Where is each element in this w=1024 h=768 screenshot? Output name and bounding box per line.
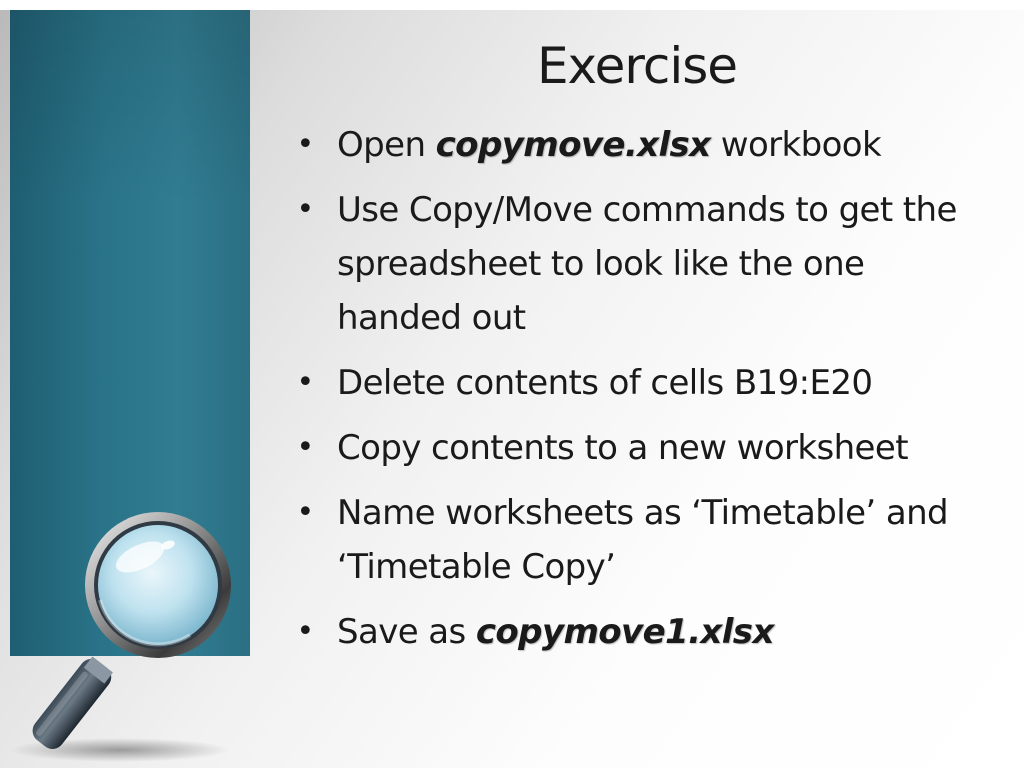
- bullet-item: [295, 183, 995, 345]
- bullet-text: Save as: [337, 612, 476, 652]
- bullet-emphasis-text: copymove1.xlsx: [475, 612, 774, 652]
- bullet-item: [295, 605, 995, 659]
- bullet-item: [295, 356, 995, 410]
- bullet-icon: •: [296, 192, 314, 227]
- bullet-text-tail: workbook: [710, 125, 882, 165]
- magnifying-glass-icon: [0, 505, 260, 768]
- bullet-text: Name worksheets as ‘Timetable’ and ‘Timetable Copy’: [337, 493, 949, 587]
- slide-top-border: [0, 0, 1024, 10]
- bullet-item: [295, 486, 995, 594]
- bullet-item: [295, 118, 995, 172]
- bullet-icon: •: [296, 495, 314, 530]
- bullet-icon: •: [296, 127, 314, 162]
- slide-title: Exercise: [536, 37, 738, 95]
- bullet-icon: •: [296, 614, 314, 649]
- bullet-icon: •: [296, 365, 314, 400]
- bullet-item: [295, 421, 995, 475]
- bullet-emphasis-text: copymove.xlsx: [435, 125, 711, 165]
- bullet-list: [295, 118, 995, 670]
- bullet-icon: •: [296, 430, 314, 465]
- bullet-text: Copy contents to a new worksheet: [337, 428, 908, 468]
- bullet-text: Open: [337, 125, 436, 165]
- bullet-text: Delete contents of cells B19:E20: [337, 363, 873, 403]
- bullet-text: Use Copy/Move commands to get the spreadsheet to look like the one handed out: [337, 190, 957, 338]
